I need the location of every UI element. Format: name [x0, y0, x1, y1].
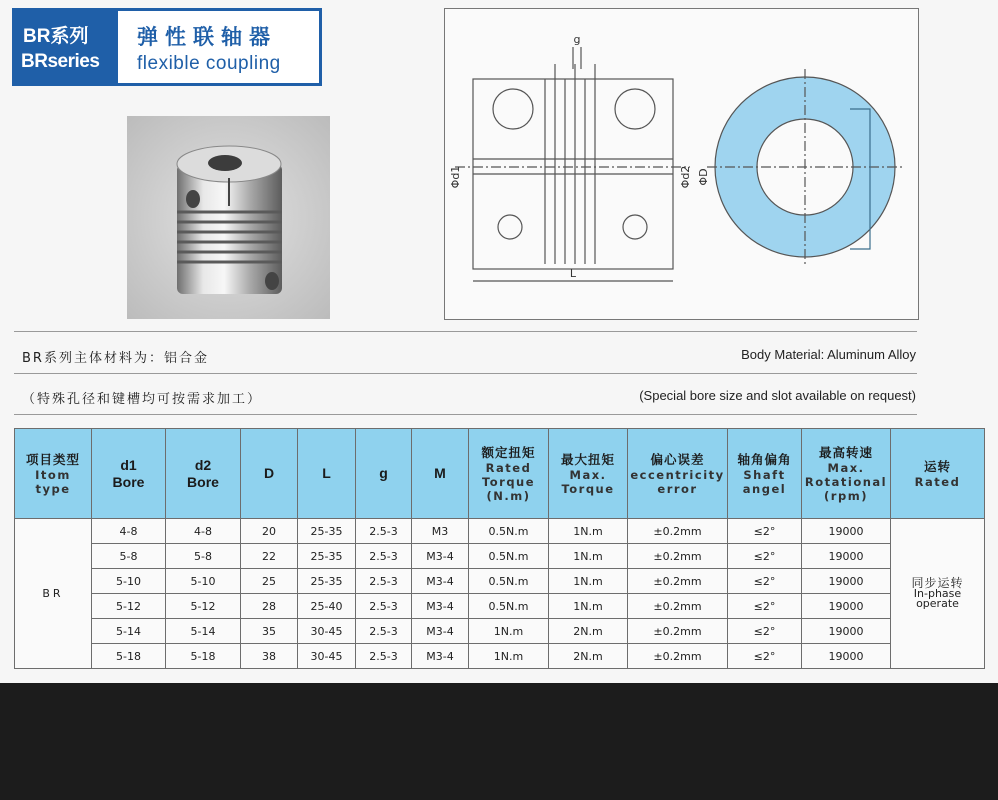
- table-row: [15, 544, 985, 569]
- table-cell: 30-45: [298, 644, 356, 669]
- table-cell: M3-4: [412, 569, 469, 594]
- operate-en-1: In-phase: [913, 587, 962, 600]
- table-cell: ≤2°: [728, 519, 802, 544]
- header-cell: d1 Bore: [92, 429, 166, 519]
- table-cell: 25-35: [298, 569, 356, 594]
- table-cell: ±0.2mm: [628, 619, 728, 644]
- table-cell: 2.5-3: [356, 519, 412, 544]
- table-cell: 5-18: [166, 644, 241, 669]
- table-cell: 5-12: [166, 594, 241, 619]
- table-cell: ≤2°: [728, 619, 802, 644]
- table-cell: 5-14: [166, 619, 241, 644]
- table-cell: 2N.m: [549, 619, 628, 644]
- table-cell: M3-4: [412, 594, 469, 619]
- badge-title-en: flexible coupling: [137, 53, 281, 74]
- table-cell: 1N.m: [549, 569, 628, 594]
- table-cell: M3-4: [412, 544, 469, 569]
- header-cell: M: [412, 429, 469, 519]
- table-cell: 25-40: [298, 594, 356, 619]
- table-cell: 5-8: [166, 544, 241, 569]
- table-cell: 5-10: [166, 569, 241, 594]
- table-cell: M3-4: [412, 619, 469, 644]
- table-cell: 1N.m: [469, 619, 549, 644]
- table-cell: M3: [412, 519, 469, 544]
- table-cell: 25-35: [298, 519, 356, 544]
- table-cell: ±0.2mm: [628, 644, 728, 669]
- series-cell: BR: [15, 519, 92, 669]
- header-cell: 轴角偏角 Shaft angel: [728, 429, 802, 519]
- table-cell: 2.5-3: [356, 644, 412, 669]
- coupling-dimension-drawing: [445, 9, 918, 319]
- table-cell: ±0.2mm: [628, 544, 728, 569]
- table-cell: 1N.m: [549, 519, 628, 544]
- table-cell: 22: [241, 544, 298, 569]
- table-cell: 30-45: [298, 619, 356, 644]
- table-cell: 5-12: [92, 594, 166, 619]
- coupling-illustration: [127, 116, 330, 319]
- header-cell: d2 Bore: [166, 429, 241, 519]
- operate-cell: [891, 519, 985, 669]
- divider: [14, 414, 917, 415]
- table-cell: 4-8: [166, 519, 241, 544]
- table-cell: 19000: [802, 569, 891, 594]
- table-cell: 1N.m: [549, 594, 628, 619]
- table-cell: 19000: [802, 644, 891, 669]
- table-cell: 19000: [802, 544, 891, 569]
- header-cell: 项目类型 Itom type: [15, 429, 92, 519]
- badge-line1: BR系列: [23, 26, 89, 47]
- table-cell: 19000: [802, 594, 891, 619]
- dim-label-L: L: [569, 267, 577, 280]
- table-cell: 2.5-3: [356, 594, 412, 619]
- table-cell: 0.5N.m: [469, 569, 549, 594]
- header-cell: D: [241, 429, 298, 519]
- header-cell: 运转 Rated: [891, 429, 985, 519]
- badge-title-cn: 弹性联轴器: [137, 25, 277, 49]
- table-cell: ≤2°: [728, 569, 802, 594]
- header-cell: 最大扭矩 Max. Torque: [549, 429, 628, 519]
- table-row: [15, 644, 985, 669]
- operate-en-2: operate: [916, 597, 959, 610]
- table-cell: M3-4: [412, 644, 469, 669]
- header-cell: L: [298, 429, 356, 519]
- dim-label-d2: Φd2: [679, 165, 692, 189]
- table-row: [15, 594, 985, 619]
- custom-note-cn: （特殊孔径和键槽均可按需求加工）: [22, 392, 263, 407]
- table-cell: ≤2°: [728, 594, 802, 619]
- bottom-dark-band: [0, 683, 998, 800]
- header-cell: 偏心误差 eccentricity error: [628, 429, 728, 519]
- table-cell: ≤2°: [728, 644, 802, 669]
- table-cell: 1N.m: [469, 644, 549, 669]
- table-cell: 5-10: [92, 569, 166, 594]
- table-cell: 5-8: [92, 544, 166, 569]
- table-row: [15, 619, 985, 644]
- table-cell: 5-14: [92, 619, 166, 644]
- table-cell: 0.5N.m: [469, 594, 549, 619]
- table-cell: 25: [241, 569, 298, 594]
- table-cell: 19000: [802, 619, 891, 644]
- dim-label-g: g: [573, 33, 581, 46]
- table-cell: 38: [241, 644, 298, 669]
- technical-drawing: [444, 8, 919, 320]
- table-cell: ±0.2mm: [628, 569, 728, 594]
- header-cell: g: [356, 429, 412, 519]
- table-row: [15, 569, 985, 594]
- badge-line2: BRseries: [21, 51, 100, 72]
- spec-table: [14, 428, 985, 669]
- dim-label-d1: Φd1: [449, 165, 462, 189]
- divider: [14, 373, 917, 374]
- table-row: [15, 519, 985, 544]
- badge-series-block: [15, 11, 118, 83]
- table-cell: 19000: [802, 519, 891, 544]
- dim-label-D: ΦD: [697, 168, 710, 186]
- header-cell: 最高转速 Max. Rotational (rpm): [802, 429, 891, 519]
- divider: [14, 331, 917, 332]
- series-badge: [12, 8, 322, 86]
- material-en: Body Material: Aluminum Alloy: [741, 347, 916, 362]
- table-cell: 2.5-3: [356, 569, 412, 594]
- table-cell: 0.5N.m: [469, 519, 549, 544]
- table-cell: 35: [241, 619, 298, 644]
- table-cell: 20: [241, 519, 298, 544]
- table-cell: 2.5-3: [356, 544, 412, 569]
- table-cell: 5-18: [92, 644, 166, 669]
- table-cell: ≤2°: [728, 544, 802, 569]
- table-cell: 2.5-3: [356, 619, 412, 644]
- header-cell: 额定扭矩 Rated Torque (N.m): [469, 429, 549, 519]
- table-cell: 25-35: [298, 544, 356, 569]
- table-header-row: [15, 429, 985, 519]
- operate-cn: 同步运转: [911, 576, 964, 590]
- table-cell: 0.5N.m: [469, 544, 549, 569]
- table-cell: ±0.2mm: [628, 519, 728, 544]
- product-photo: [127, 116, 330, 319]
- material-cn: BR系列主体材料为：铝合金: [22, 351, 209, 366]
- table-cell: 1N.m: [549, 544, 628, 569]
- table-cell: 4-8: [92, 519, 166, 544]
- custom-note-en: (Special bore size and slot available on request): [639, 388, 916, 403]
- table-cell: 2N.m: [549, 644, 628, 669]
- table-cell: ±0.2mm: [628, 594, 728, 619]
- table-cell: 28: [241, 594, 298, 619]
